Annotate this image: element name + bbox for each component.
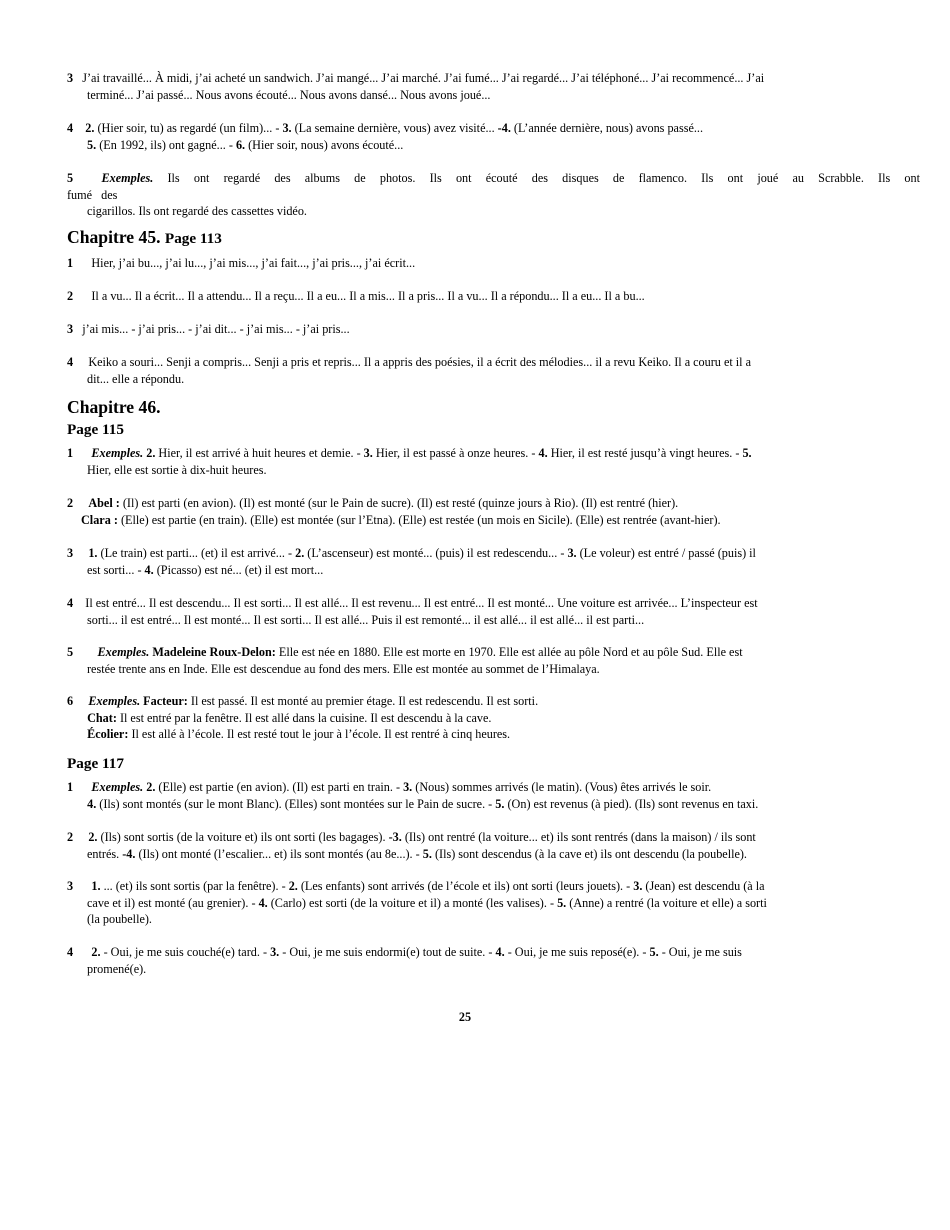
answer-line xyxy=(67,203,920,220)
bold-text: 2. xyxy=(288,879,298,893)
bold-text: Abel : xyxy=(88,496,120,510)
bold-text: 5. xyxy=(495,796,505,811)
bold-text: 2. xyxy=(146,446,156,460)
text-run: (Hier soir, tu) as regardé (un film)... - xyxy=(94,121,283,135)
item-number: 4 xyxy=(67,121,74,135)
exercise-answer xyxy=(67,495,920,528)
text-run: cigarillos. Ils ont regardé des cassettes vidéo. xyxy=(87,204,307,219)
page-heading xyxy=(67,756,124,773)
item-number: 1 xyxy=(67,446,74,460)
bold-text: Exemples. xyxy=(91,446,144,460)
text-run: (Le voleur) est entré / passé (puis) il xyxy=(576,546,756,560)
exercise-answer xyxy=(67,644,920,677)
answer-line xyxy=(67,288,920,305)
bold-text: 5. xyxy=(422,846,432,861)
text-run: (Ils) ont monté (l’escalier... et) ils sont montés (au 8e...). - xyxy=(135,846,423,861)
text-run xyxy=(73,645,97,659)
bold-text: 5. xyxy=(742,446,752,460)
text-run: sorti... il est entré... Il est monté... Il est sorti... Il est allé... Puis il est remonté... il est allé... il est allé... il est parti... xyxy=(87,612,645,627)
bold-text: 3. xyxy=(633,879,643,893)
text-run: (Anne) a rentré (la voiture et elle) a sorti xyxy=(566,895,767,910)
text-run: Hier, elle est sortie à dix-huit heures. xyxy=(87,462,267,477)
answer-line xyxy=(67,846,920,863)
answer-line xyxy=(67,187,920,204)
bold-text: 1. xyxy=(91,879,101,893)
text-run xyxy=(73,830,88,844)
bold-text: 5. xyxy=(87,137,97,152)
text-run: (L’année dernière, nous) avons passé... xyxy=(510,121,703,135)
item-number: 4 xyxy=(67,355,74,369)
text-run: - Oui, je me suis couché(e) tard. - xyxy=(100,945,271,959)
text-run: (On) est revenus (à pied). (Ils) sont revenus en taxi. xyxy=(504,796,759,811)
text-run: Il a vu... Il a écrit... Il a attendu... Il a reçu... Il a eu... Il a mis... Il a pris... Il a vu... Il a répondu... Il a eu... Il a bu... xyxy=(73,289,645,303)
bold-text: 3. xyxy=(567,546,577,560)
answer-line xyxy=(67,911,920,928)
answer-line xyxy=(67,944,920,961)
answer-line xyxy=(67,70,920,87)
answer-line xyxy=(67,726,920,743)
item-number: 6 xyxy=(67,694,74,708)
bold-text: 2. xyxy=(146,780,156,794)
text-run: (Le train) est parti... (et) il est arrivé... - xyxy=(97,546,296,560)
bold-text: 4. xyxy=(538,446,548,460)
text-run: Il est allé à l’école. Il est resté tout le jour à l’école. Il est rentré à cinq heures. xyxy=(128,727,511,742)
answer-line xyxy=(67,895,920,912)
text-run: Page 115 xyxy=(67,421,124,438)
text-run: Keiko a souri... Senji a compris... Senji a pris et repris... Il a appris des poésies, il a écrit des mélodies... il a revu Keiko. Il a couru et il a xyxy=(73,355,752,369)
item-number: 3 xyxy=(67,322,74,336)
answer-line xyxy=(67,829,920,846)
bold-text: 2. xyxy=(85,121,95,135)
text-run: - Oui, je me suis reposé(e). - xyxy=(504,945,650,959)
item-number: 2 xyxy=(67,289,74,303)
answer-line xyxy=(67,710,920,727)
answer-line xyxy=(67,545,920,562)
answer-line xyxy=(67,512,920,529)
text-run: Page 117 xyxy=(67,755,124,772)
text-run: (Ils) ont rentré (la voiture... et) ils sont rentrés (dans la maison) / ils sont xyxy=(401,830,756,844)
answer-line xyxy=(67,661,920,678)
bold-text: Exemples. xyxy=(91,780,144,794)
answer-line xyxy=(67,562,920,579)
bold-text: -3. xyxy=(388,830,402,844)
exercise-answer xyxy=(67,354,920,387)
bold-text: -4. xyxy=(122,846,136,861)
exercise-answer xyxy=(67,878,920,928)
exercise-answer xyxy=(67,255,920,272)
bold-text: 3. xyxy=(403,780,413,794)
text-run: (Les enfants) sont arrivés (de l’école et ils) ont sorti (leurs jouets). - xyxy=(297,879,634,893)
answer-line xyxy=(67,878,920,895)
answer-line xyxy=(67,371,920,388)
bold-text: 2. xyxy=(88,830,98,844)
text-run: Il est entré par la fenêtre. Il est allé dans la cuisine. Il est descendu à la cave. xyxy=(116,710,492,725)
text-run xyxy=(73,945,91,959)
exercise-answer xyxy=(67,545,920,578)
text-run: entrés. xyxy=(87,846,123,861)
bold-text: 5. xyxy=(557,895,567,910)
exercise-answer xyxy=(67,288,920,305)
text-run xyxy=(73,171,101,185)
item-number: 5 xyxy=(67,171,74,185)
text-run: Ils ont regardé des albums de photos. Ils ont écouté des disques de flamenco. Ils ont joué au Scrabble. Ils ont xyxy=(153,171,921,185)
answer-line xyxy=(67,612,920,629)
bold-text: 2. xyxy=(91,945,101,959)
text-run xyxy=(73,496,88,510)
text-run: (Nous) sommes arrivés (le matin). (Vous) êtes arrivés le soir. xyxy=(412,780,712,794)
text-run: J’ai travaillé... À midi, j’ai acheté un sandwich. J’ai mangé... J’ai marché. J’ai fumé... J’ai regardé... J’ai téléphoné... J’ai recommencé... J’ai xyxy=(73,71,765,85)
answer-line xyxy=(67,779,920,796)
bold-text: Clara : xyxy=(81,512,118,527)
text-run xyxy=(73,121,85,135)
item-number: 4 xyxy=(67,945,74,959)
text-run: (Carlo) est sorti (de la voiture et il) a monté (les valises). - xyxy=(267,895,558,910)
answer-line xyxy=(67,796,920,813)
item-number: 1 xyxy=(67,780,74,794)
answer-line xyxy=(67,170,920,187)
exercise-answer xyxy=(67,779,920,812)
bold-text: 5. xyxy=(649,945,659,959)
page-heading xyxy=(67,422,124,439)
exercise-answer xyxy=(67,829,920,862)
text-run: (Ils) sont descendus (à la cave et) ils ont descendu (la poubelle). xyxy=(431,846,747,861)
text-run: terminé... J’ai passé... Nous avons écouté... Nous avons dansé... Nous avons joué... xyxy=(87,87,491,102)
text-run: (Jean) est descendu (à la xyxy=(642,879,765,893)
answer-line xyxy=(67,120,920,137)
page-number: 25 xyxy=(458,1010,472,1024)
exercise-answer xyxy=(67,321,920,338)
chapter-heading xyxy=(67,399,161,416)
exercise-answer xyxy=(67,693,920,743)
text-run: (Il) est parti (en avion). (Il) est monté (sur le Pain de sucre). (Il) est resté (quinze jours à Rio). (Il) est rentré (hier). xyxy=(119,496,679,510)
answer-line xyxy=(67,462,920,479)
text-run: Chapitre 46. xyxy=(67,397,161,417)
item-number: 4 xyxy=(67,596,74,610)
answer-line xyxy=(67,255,920,272)
bold-text: Écolier: xyxy=(81,727,129,742)
answer-line xyxy=(67,445,920,462)
exercise-answer xyxy=(67,120,920,153)
text-run: (Picasso) est né... (et) il est mort... xyxy=(153,562,324,577)
bold-text: Exemples. xyxy=(97,645,150,659)
text-run: Hier, j’ai bu..., j’ai lu..., j’ai mis..., j’ai fait..., j’ai pris..., j’ai écrit... xyxy=(73,256,416,270)
exercise-answer xyxy=(67,445,920,478)
answer-line xyxy=(67,961,920,978)
bold-text: 1. xyxy=(88,546,98,560)
text-run: (Elle) est partie (en train). (Elle) est montée (sur l’Etna). (Elle) est restée (un mois en Sicile). (Elle) est rentrée (avant-hier). xyxy=(117,512,721,527)
text-run: Hier, il est passé à onze heures. - xyxy=(372,446,539,460)
exercise-answer xyxy=(67,944,920,977)
item-number: 3 xyxy=(67,546,74,560)
item-number: 3 xyxy=(67,879,74,893)
answer-line xyxy=(67,87,920,104)
text-run: Hier, il est arrivé à huit heures et demie. - xyxy=(155,446,364,460)
text-run: restée trente ans en Inde. Elle est descendue au fond des mers. Elle est montée au sommet de l’Himalaya. xyxy=(87,661,600,676)
text-run xyxy=(73,780,91,794)
text-run xyxy=(73,879,91,893)
exercise-answer xyxy=(67,170,920,220)
bold-text: -4. xyxy=(497,121,511,135)
chapter-heading xyxy=(67,229,222,248)
bold-text: Exemples. xyxy=(88,694,141,708)
bold-text: Madeleine Roux-Delon: xyxy=(152,645,276,659)
text-run: Il est passé. Il est monté au premier étage. Il est redescendu. Il est sorti. xyxy=(187,694,539,708)
bold-text: 2. xyxy=(295,546,305,560)
text-run: (la poubelle). xyxy=(87,912,152,927)
text-run xyxy=(73,446,91,460)
text-run xyxy=(73,694,88,708)
text-run: (L’ascenseur) est monté... (puis) il est redescendu... - xyxy=(304,546,568,560)
text-run: cave et il) est monté (au grenier). - xyxy=(87,895,259,910)
exercise-answer xyxy=(67,595,920,628)
text-run: Il est entré... Il est descendu... Il est sorti... Il est allé... Il est revenu... Il est entré... Il est monté... Une voiture est arrivée... L’inspecteur est xyxy=(73,596,758,610)
text-run: dit... elle a répondu. xyxy=(87,371,185,386)
answer-line xyxy=(67,137,920,154)
text-run: est sorti... - xyxy=(87,562,145,577)
bold-text: 4. xyxy=(258,895,268,910)
text-run xyxy=(73,546,88,560)
answer-line xyxy=(67,354,920,371)
text-run: (Elle) est partie (en avion). (Il) est parti en train. - xyxy=(155,780,404,794)
bold-text: 4. xyxy=(81,796,97,811)
text-run: Elle est née en 1880. Elle est morte en 1970. Elle est allée au pôle Nord et au pôle Sud. Elle est xyxy=(275,645,743,659)
text-run: Hier, il est resté jusqu’à vingt heures. - xyxy=(547,446,743,460)
item-number: 2 xyxy=(67,830,74,844)
bold-text: 3. xyxy=(363,446,373,460)
text-run: - Oui, je me suis xyxy=(658,945,742,959)
item-number: 3 xyxy=(67,71,74,85)
bold-text: 6. xyxy=(235,137,246,152)
text-run: (Hier soir, nous) avons écouté... xyxy=(245,137,404,152)
bold-text: 3. xyxy=(282,121,292,135)
answer-line xyxy=(67,644,920,661)
bold-text: Exemples. xyxy=(101,171,154,185)
text-run: (En 1992, ils) ont gagné... - xyxy=(96,137,236,152)
text-run: ... (et) ils sont sortis (par la fenêtre). - xyxy=(100,879,289,893)
text-run: promené(e). xyxy=(87,961,147,976)
text-run: Chapitre 45. xyxy=(67,227,165,247)
exercise-answer xyxy=(67,70,920,103)
text-run: j’ai mis... - j’ai pris... - j’ai dit... - j’ai mis... - j’ai pris... xyxy=(73,322,350,336)
item-number: 2 xyxy=(67,496,74,510)
bold-text: Facteur: xyxy=(143,694,188,708)
answer-line xyxy=(67,321,920,338)
item-number: 1 xyxy=(67,256,74,270)
text-run: - Oui, je me suis endormi(e) tout de suite. - xyxy=(279,945,496,959)
bold-text: 3. xyxy=(270,945,280,959)
text-run: (La semaine dernière, vous) avez visité... xyxy=(291,121,498,135)
bold-text: Chat: xyxy=(81,710,117,725)
bold-text: 4. xyxy=(144,562,154,577)
bold-text: 4. xyxy=(495,945,505,959)
answer-line xyxy=(67,595,920,612)
heading-page-label: Page 113 xyxy=(164,230,222,247)
answer-line xyxy=(67,495,920,512)
answer-line xyxy=(67,693,920,710)
text-run: fumé des xyxy=(67,187,118,202)
item-number: 5 xyxy=(67,645,74,659)
text-run: (Ils) sont montés (sur le mont Blanc). (Elles) sont montées sur le Pain de sucre. - xyxy=(96,796,496,811)
text-run: (Ils) sont sortis (de la voiture et) ils ont sorti (les bagages). xyxy=(97,830,389,844)
